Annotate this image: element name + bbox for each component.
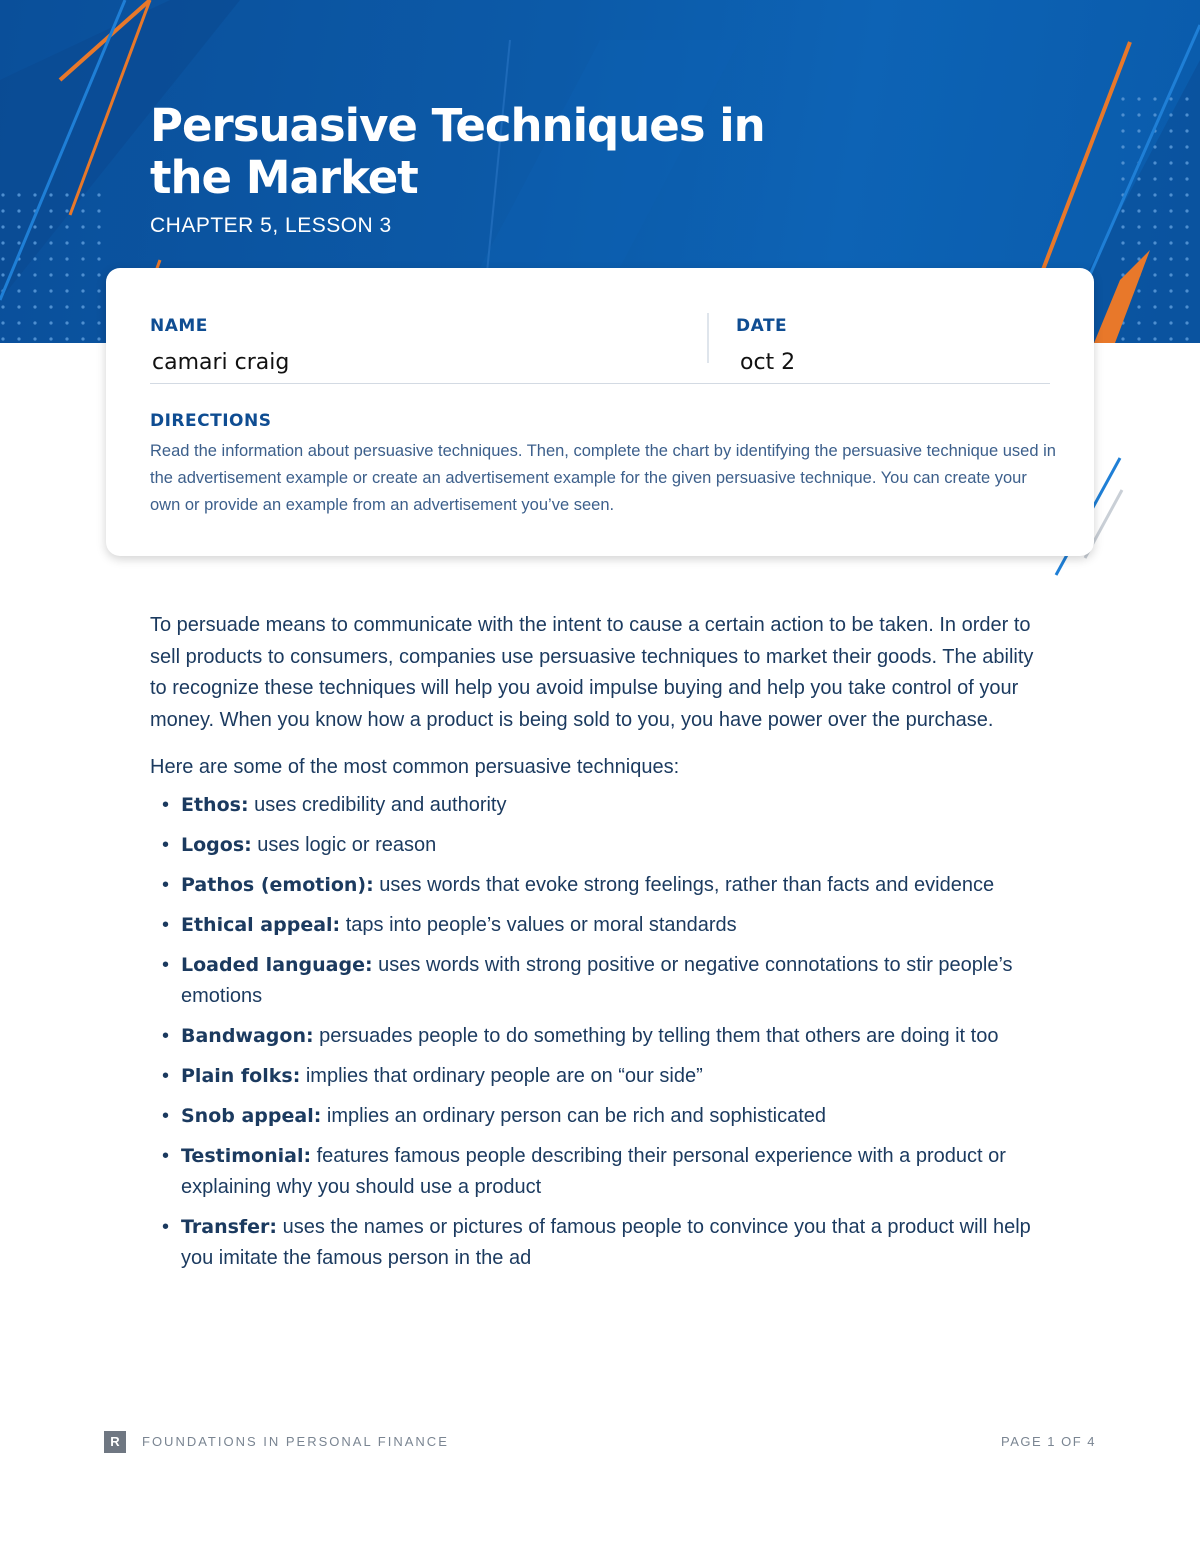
page-title-line1: Persuasive Techniques in	[150, 99, 765, 152]
page-title	[150, 100, 850, 204]
ramsey-logo-icon: R	[104, 1431, 126, 1453]
technique-term: Loaded language:	[181, 954, 373, 976]
technique-term: Ethical appeal:	[181, 914, 341, 936]
technique-description: uses the names or pictures of famous people to convince you that a product will help you imitate the famous person in the ad	[181, 1216, 1031, 1269]
technique-term: Transfer:	[181, 1216, 278, 1238]
student-info-card	[106, 268, 1094, 556]
technique-item	[150, 1101, 1055, 1132]
date-field[interactable]	[740, 350, 1040, 375]
course-name: FOUNDATIONS IN PERSONAL FINANCE	[142, 1434, 449, 1449]
list-lead: Here are some of the most common persuasive techniques:	[150, 756, 680, 778]
technique-description: features famous people describing their personal experience with a product or explaining why you should use a product	[181, 1145, 1006, 1198]
technique-description: uses words that evoke strong feelings, rather than facts and evidence	[373, 874, 995, 896]
technique-description: implies that ordinary people are on “our side”	[300, 1065, 703, 1087]
chapter-lesson-subtitle: CHAPTER 5, LESSON 3	[150, 214, 392, 237]
technique-item	[150, 870, 1055, 901]
technique-term: Plain folks:	[181, 1065, 301, 1087]
field-divider	[707, 313, 709, 363]
technique-item	[150, 1212, 1055, 1274]
technique-item	[150, 790, 1055, 821]
page-title-line2: the Market	[150, 151, 418, 204]
technique-term: Bandwagon:	[181, 1025, 314, 1047]
technique-term: Pathos (emotion):	[181, 874, 374, 896]
technique-term: Testimonial:	[181, 1145, 312, 1167]
technique-item	[150, 830, 1055, 861]
technique-description: implies an ordinary person can be rich and sophisticated	[321, 1105, 827, 1127]
technique-item	[150, 1021, 1055, 1052]
technique-item	[150, 1141, 1055, 1203]
name-label: NAME	[150, 316, 208, 336]
technique-list	[150, 790, 1055, 1274]
technique-description: uses logic or reason	[251, 834, 437, 856]
intro-paragraph: To persuade means to communicate with the intent to cause a certain action to be taken. In order to sell products to consumers, companies use persuasive techniques to market their goods. The ability to recognize these techniques will help you avoid impulse buying and help you take control of your money. When you know how a product is being sold to you, you have power over the purchase.	[150, 614, 1034, 731]
technique-term: Ethos:	[181, 794, 249, 816]
field-underline	[150, 383, 1050, 384]
directions-label: DIRECTIONS	[150, 411, 272, 431]
technique-description: persuades people to do something by telling them that others are doing it too	[313, 1025, 999, 1047]
main-content	[150, 610, 1055, 1283]
technique-description: uses words with strong positive or negative connotations to stir people’s emotions	[181, 954, 1013, 1007]
technique-description: uses credibility and authority	[248, 794, 507, 816]
technique-description: taps into people’s values or moral standards	[340, 914, 737, 936]
technique-item	[150, 1061, 1055, 1092]
name-field[interactable]	[152, 350, 692, 375]
technique-item	[150, 950, 1055, 1012]
page-number: PAGE 1 OF 4	[1000, 1434, 1096, 1449]
date-label: DATE	[736, 316, 788, 336]
technique-term: Snob appeal:	[181, 1105, 322, 1127]
directions-text: Read the information about persuasive techniques. Then, complete the chart by identifying the persuasive technique used in the advertisement example or create an advertisement example for the given persuasive technique. You can create your own or provide an example from an advertisement you’ve seen.	[150, 442, 1056, 514]
technique-term: Logos:	[181, 834, 252, 856]
technique-item	[150, 910, 1055, 941]
